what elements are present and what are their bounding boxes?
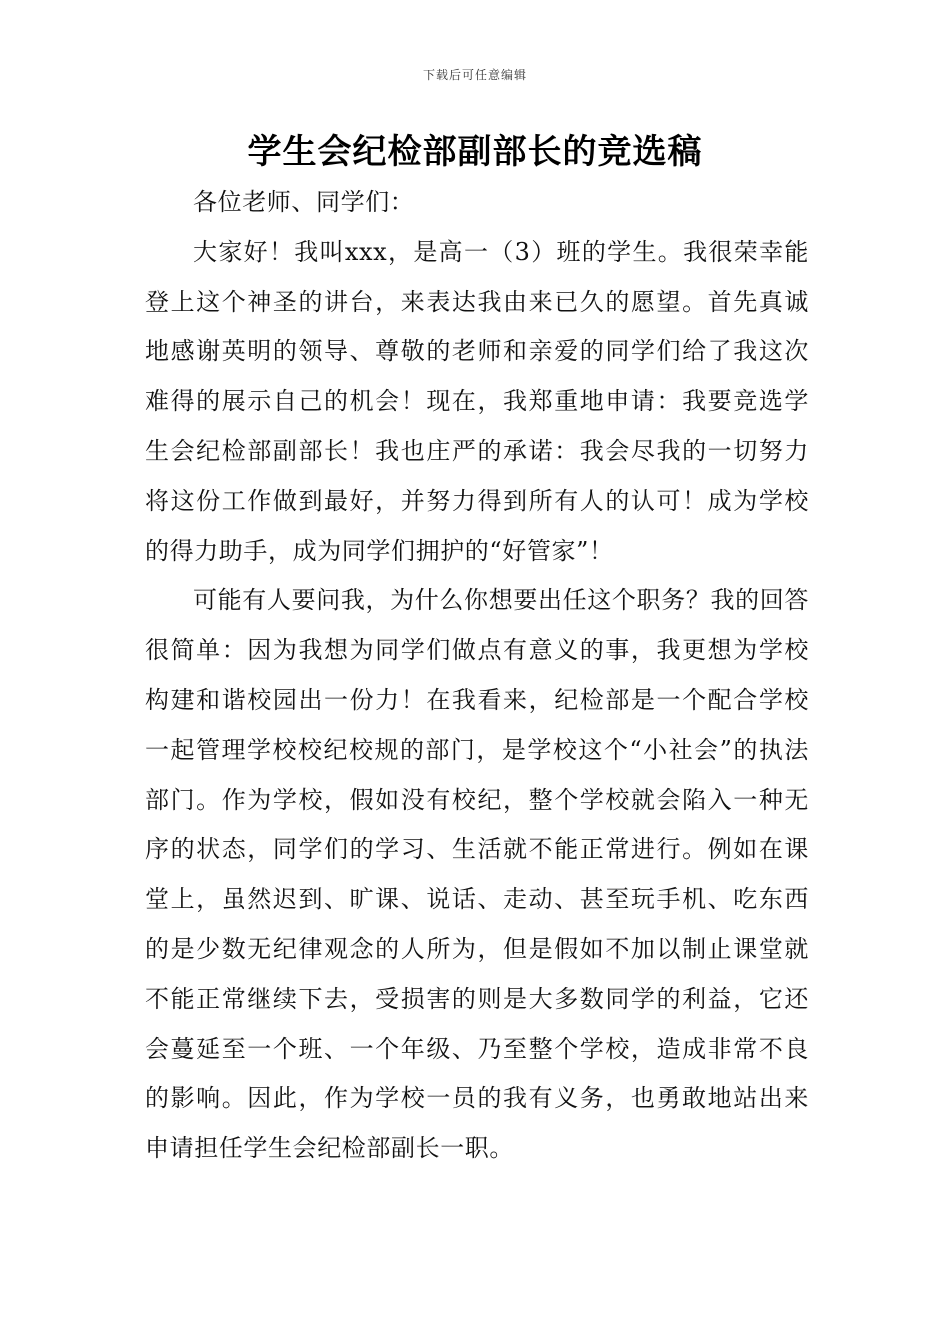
header-note: 下载后可任意编辑 bbox=[422, 68, 527, 82]
paragraph-1: 大家好！我叫xxx，是高一（3）班的学生。我很荣幸能登上这个神圣的讲台，来表达我由来已久的愿望。首先真诚地感谢英明的领导、尊敬的老师和亲爱的同学们给了我这次难得的展示自己的机会！现在，我郑重地申请：我要竞选学生会纪检部副部长！我也庄严的承诺：我会尽我的一切努力将这份工作做到最好，并努力得到所有人的认可！成为学校的得力助手，成为同学们拥护的“好管家”！ bbox=[145, 237, 809, 565]
document-body bbox=[145, 178, 809, 1174]
salutation: 各位老师、同学们： bbox=[193, 188, 415, 216]
document-title: 学生会纪检部副部长的竞选稿 bbox=[247, 132, 703, 172]
paragraph-2: 可能有人要问我，为什么你想要出任这个职务？我的回答很简单：因为我想为同学们做点有意义的事，我更想为学校构建和谐校园出一份力！在我看来，纪检部是一个配合学校一起管理学校校纪校规的部门，是学校这个“小社会”的执法部门。作为学校，假如没有校纪，整个学校就会陷入一种无序的状态，同学们的学习、生活就不能正常进行。例如在课堂上，虽然迟到、旷课、说话、走动、甚至玩手机、吃东西的是少数无纪律观念的人所为，但是假如不加以制止课堂就不能正常继续下去，受损害的则是大多数同学的利益，它还会蔓延至一个班、一个年级、乃至整个学校，造成非常不良的影响。因此，作为学校一员的我有义务，也勇敢地站出来申请担任学生会纪检部副长一职。 bbox=[145, 586, 809, 1163]
